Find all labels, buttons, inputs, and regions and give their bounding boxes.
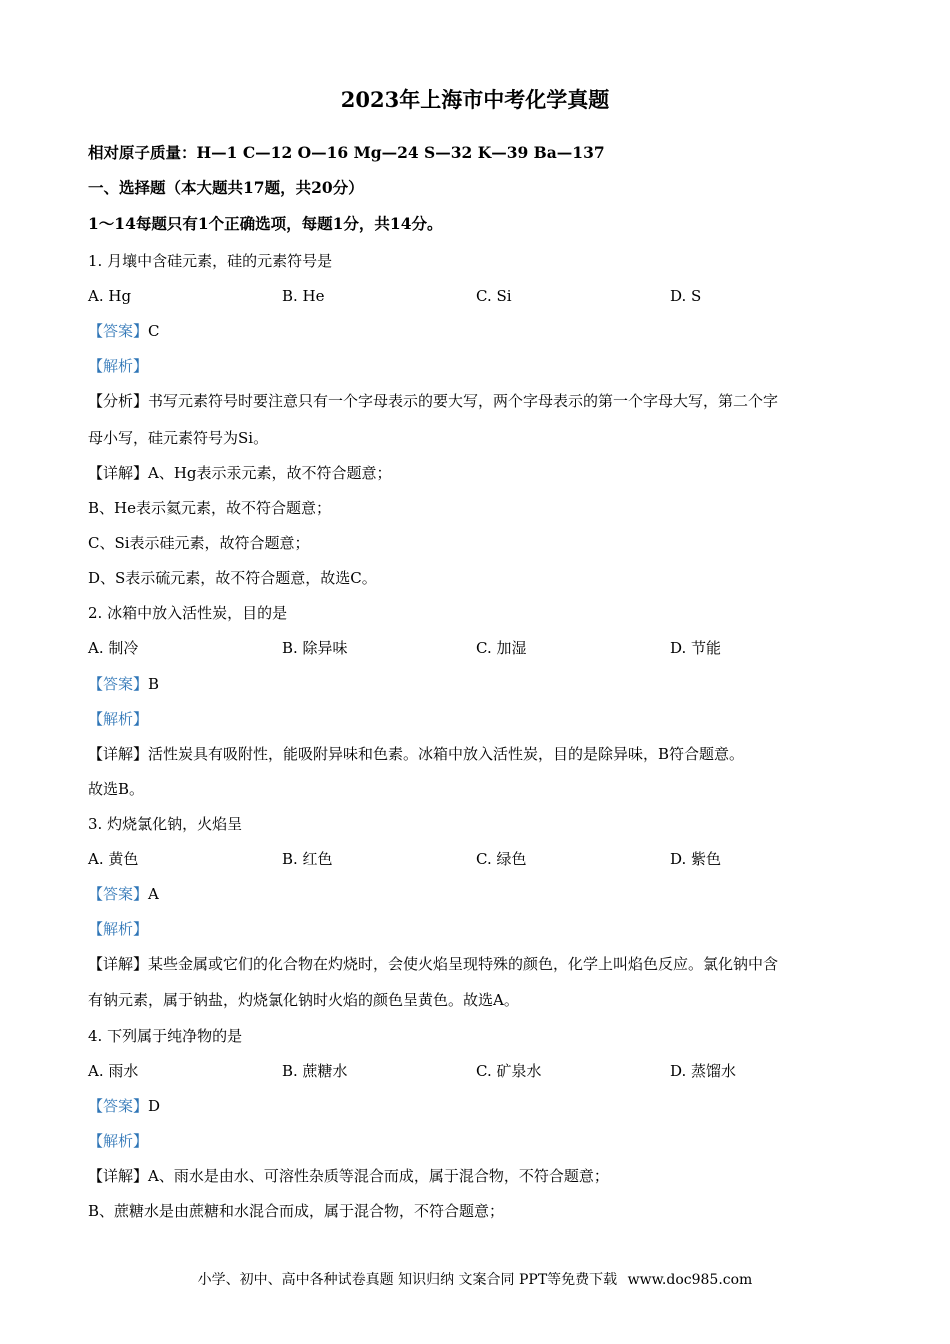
question-2-detail-b: 故选B。	[88, 780, 145, 798]
question-4-answer	[88, 1096, 862, 1116]
option-a: A. 黄色	[88, 850, 139, 868]
option-c: C. Si	[476, 287, 512, 305]
analysis-text: 书写元素符号时要注意只有一个字母表示的要大写，两个字母表示的第一个字母大写，第二个字	[148, 392, 779, 410]
answer-value: A	[148, 885, 159, 903]
option-d: D. 蒸馏水	[670, 1062, 737, 1080]
question-2-answer	[88, 674, 862, 694]
question-4-stem: 4. 下列属于纯净物的是	[88, 1027, 243, 1045]
option-b: B. He	[282, 287, 325, 305]
footer-text: 小学、初中、高中各种试卷真题 知识归纳 文案合同 PPT等免费下载	[197, 1272, 618, 1288]
option-d: D. 紫色	[670, 850, 722, 868]
jiexi-tag: 【解析】	[88, 1132, 149, 1150]
question-1-detail-d: D、S表示硫元素，故不符合题意，故选C。	[88, 569, 377, 587]
option-c: C. 绿色	[476, 850, 527, 868]
option-a: A. 雨水	[88, 1062, 139, 1080]
question-1-detail	[88, 463, 862, 483]
option-b: B. 除异味	[282, 639, 348, 657]
xiangjie-tag: 【详解】	[88, 464, 149, 482]
option-d: D. 节能	[670, 639, 722, 657]
question-1-answer	[88, 321, 862, 341]
option-c: C. 加湿	[476, 639, 527, 657]
fenxi-tag: 【分析】	[88, 392, 149, 410]
answer-tag: 【答案】	[88, 1097, 149, 1115]
jiexi-tag: 【解析】	[88, 710, 149, 728]
detail-text: A、Hg表示汞元素，故不符合题意；	[148, 464, 392, 482]
question-4-detail-b: B、蔗糖水是由蔗糖和水混合而成，属于混合物，不符合题意；	[88, 1202, 505, 1220]
question-3-detail	[88, 954, 862, 974]
option-a: A. 制冷	[88, 639, 139, 657]
atomic-mass-line: 相对原子质量：H—1 C—12 O—16 Mg—24 S—32 K—39 Ba—137	[88, 143, 605, 162]
xiangjie-tag: 【详解】	[88, 955, 149, 973]
question-1-analysis	[88, 391, 862, 411]
option-c: C. 矿泉水	[476, 1062, 542, 1080]
section-heading: 一、选择题（本大题共17题，共20分）	[88, 178, 364, 197]
detail-text: 活性炭具有吸附性，能吸附异味和色素。冰箱中放入活性炭，目的是除异味，B符合题意。	[148, 745, 745, 763]
option-d: D. S	[670, 287, 702, 305]
question-4-jiexi	[88, 1131, 862, 1151]
answer-tag: 【答案】	[88, 675, 149, 693]
question-2-stem: 2. 冰箱中放入活性炭，目的是	[88, 604, 288, 622]
detail-text: A、雨水是由水、可溶性杂质等混合而成，属于混合物，不符合题意；	[148, 1167, 609, 1185]
option-b: B. 红色	[282, 850, 333, 868]
section-subheading: 1～14每题只有1个正确选项，每题1分，共14分。	[88, 214, 443, 233]
question-3-detail-b: 有钠元素，属于钠盐，灼烧氯化钠时火焰的颜色呈黄色。故选A。	[88, 991, 519, 1009]
jiexi-tag: 【解析】	[88, 357, 149, 375]
option-a: A. Hg	[88, 287, 132, 305]
footer-link[interactable]: www.doc985.com	[627, 1272, 753, 1288]
question-2-detail	[88, 744, 862, 764]
page-footer	[0, 1270, 950, 1290]
xiangjie-tag: 【详解】	[88, 745, 149, 763]
question-3-stem: 3. 灼烧氯化钠，火焰呈	[88, 815, 243, 833]
answer-value: C	[148, 322, 160, 340]
question-4-detail	[88, 1166, 862, 1186]
question-1-detail-b: B、He表示氦元素，故不符合题意；	[88, 499, 331, 517]
question-1-jiexi	[88, 356, 862, 376]
xiangjie-tag: 【详解】	[88, 1167, 149, 1185]
question-1-detail-c: C、Si表示硅元素，故符合题意；	[88, 534, 310, 552]
page-title: 2023年上海市中考化学真题	[340, 87, 610, 112]
answer-value: D	[148, 1097, 161, 1115]
answer-tag: 【答案】	[88, 322, 149, 340]
answer-tag: 【答案】	[88, 885, 149, 903]
question-3-answer	[88, 884, 862, 904]
detail-text: 某些金属或它们的化合物在灼烧时，会使火焰呈现特殊的颜色，化学上叫焰色反应。氯化钠中含	[148, 955, 779, 973]
question-2-jiexi	[88, 709, 862, 729]
answer-value: B	[148, 675, 160, 693]
question-3-jiexi	[88, 919, 862, 939]
question-1-stem: 1. 月壤中含硅元素，硅的元素符号是	[88, 252, 333, 270]
question-1-analysis-cont: 母小写，硅元素符号为Si。	[88, 429, 269, 447]
jiexi-tag: 【解析】	[88, 920, 149, 938]
option-b: B. 蔗糖水	[282, 1062, 348, 1080]
